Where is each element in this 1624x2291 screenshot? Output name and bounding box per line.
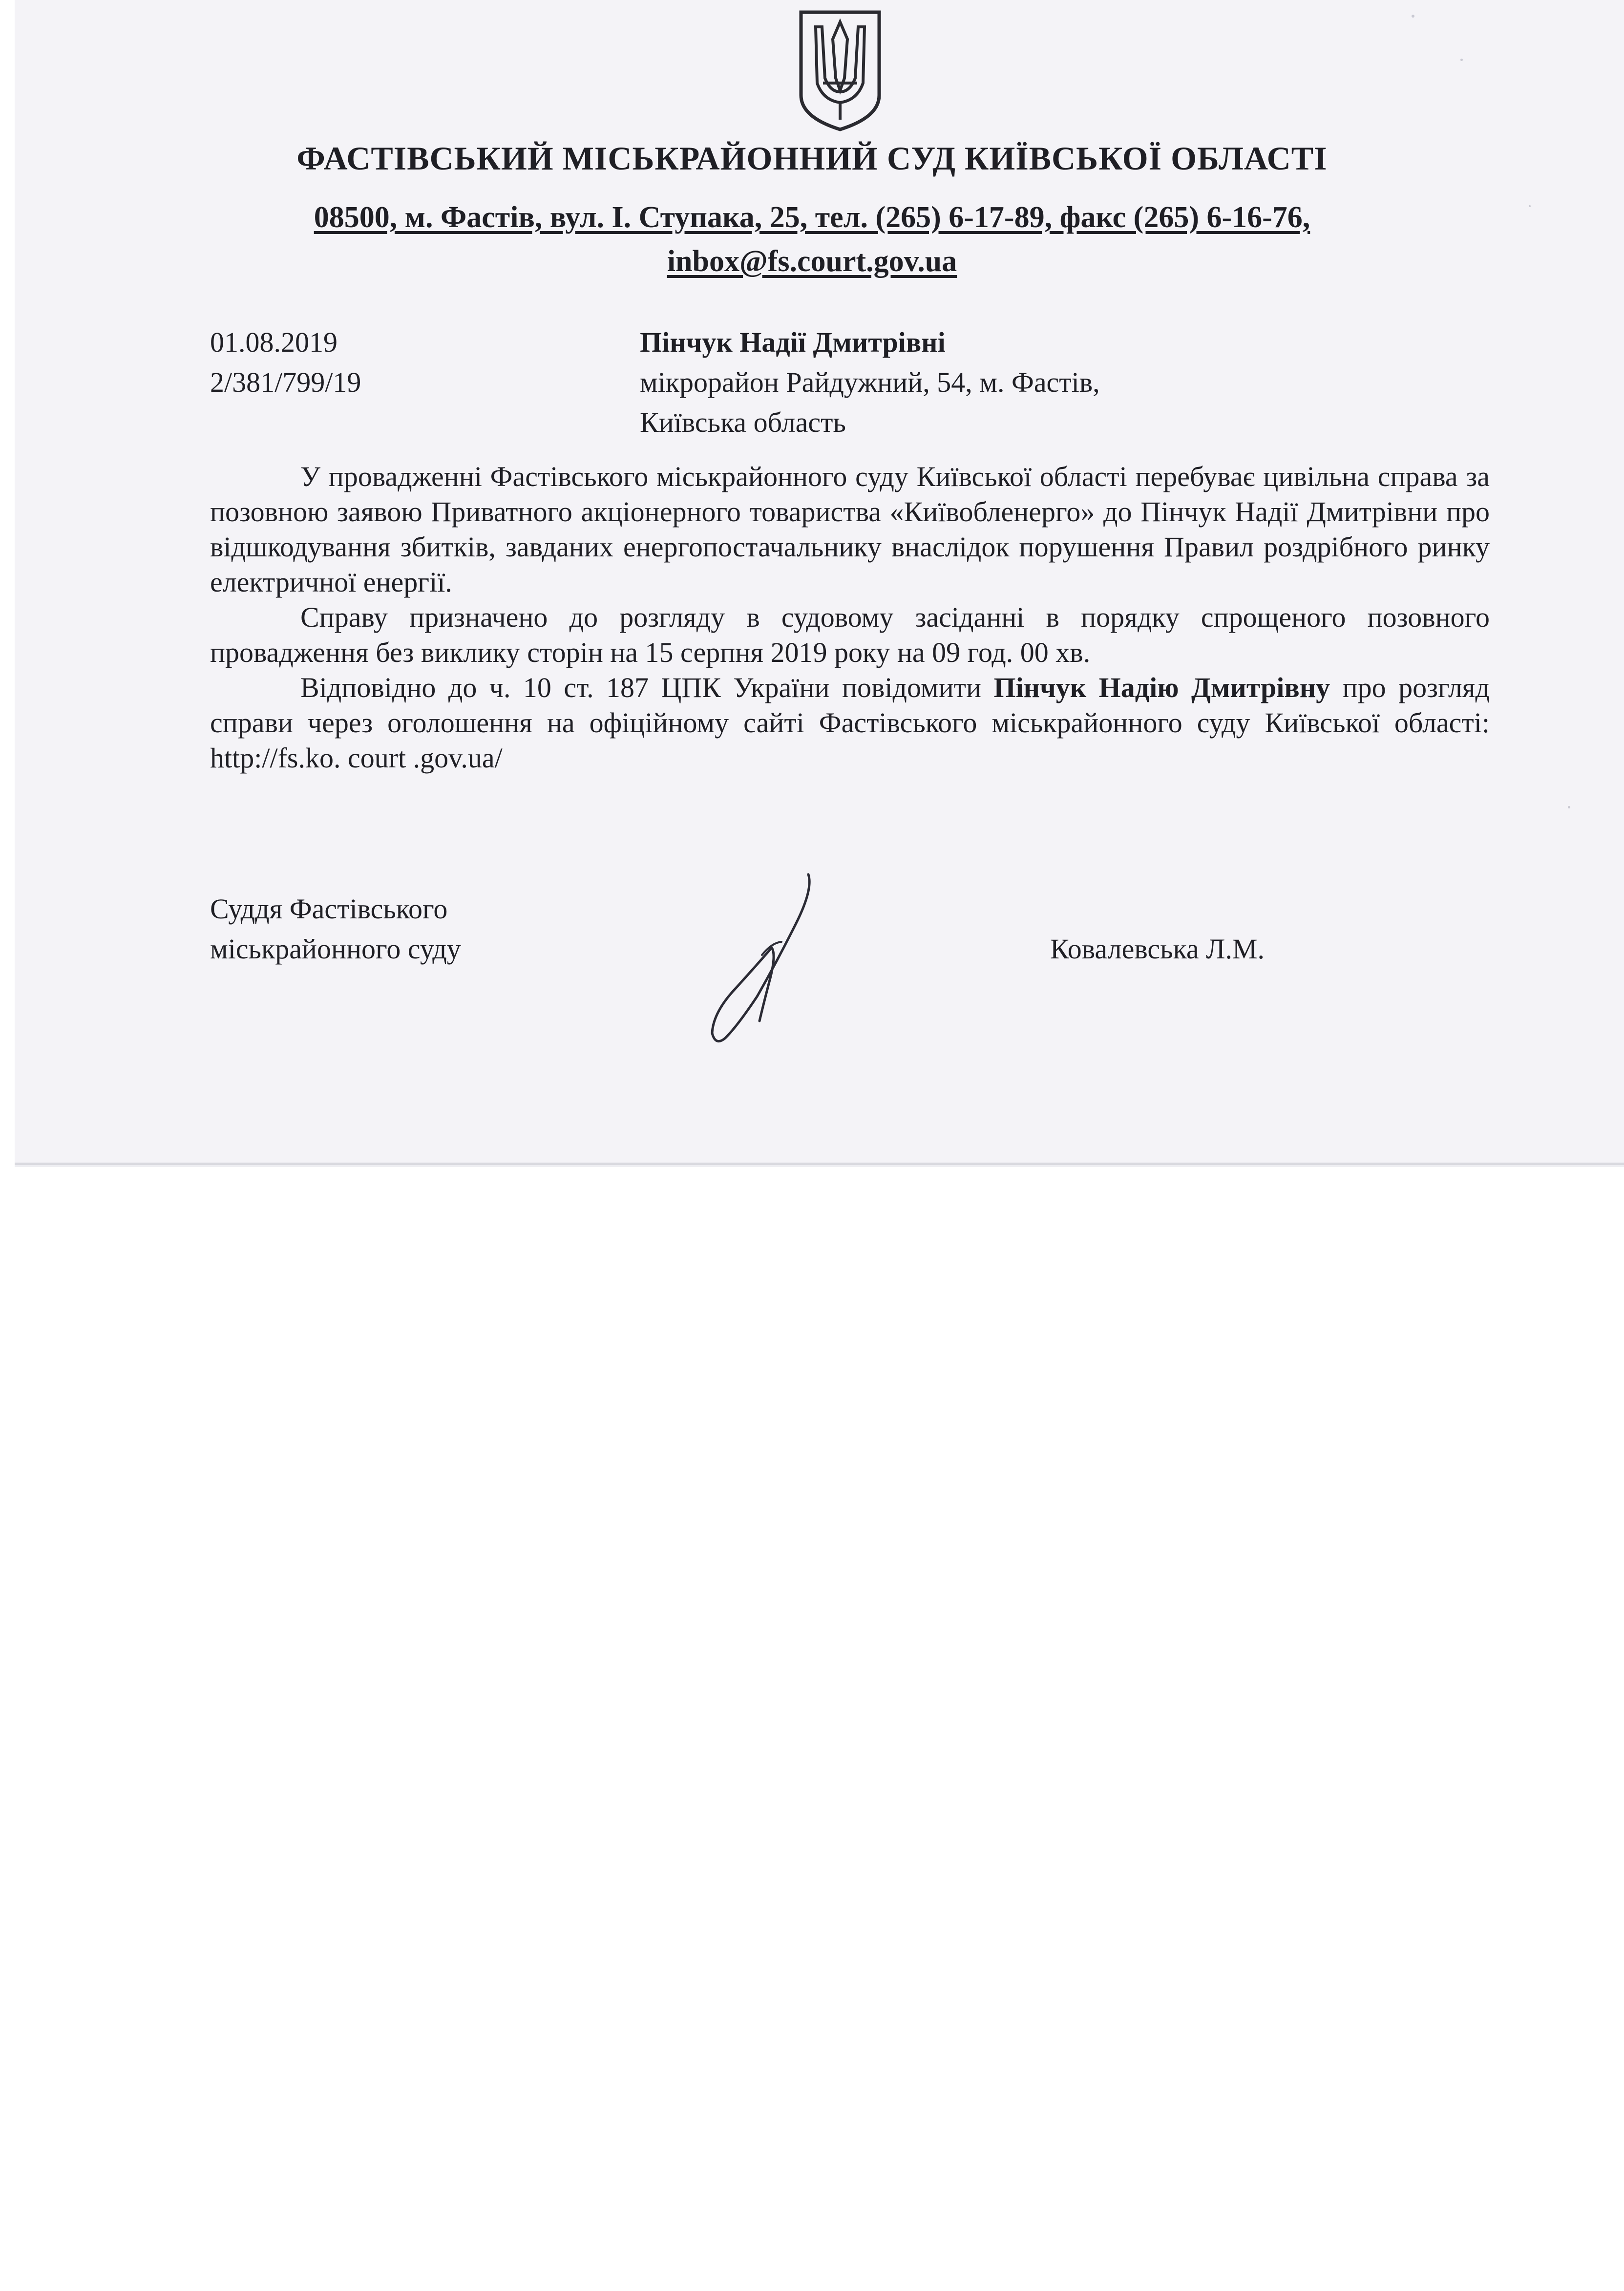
letter-body <box>210 459 1490 776</box>
recipient-block <box>640 322 1100 443</box>
court-address <box>0 195 1624 283</box>
paragraph-3-end: про розгляд справи через оголошення на офіційному сайті Фастівського міськрайонного суду Київської області: http://fs.ko. court .gov.ua/ <box>210 672 1490 774</box>
recipient-address-line2: Київська область <box>640 406 846 438</box>
paragraph-3-bold-name: Пінчук Надію Дмитрівну <box>993 672 1330 703</box>
case-number: 2/381/799/19 <box>210 366 361 398</box>
judge-title-line1: Суддя Фастівського <box>210 893 448 925</box>
judge-name: Ковалевська Л.М. <box>1050 933 1265 965</box>
ukraine-trident-emblem-icon <box>794 5 886 132</box>
recipient-name: Пінчук Надії Дмитрівні <box>640 326 946 358</box>
court-email: inbox@fs.court.gov.ua <box>667 245 957 278</box>
judge-title-block <box>210 889 461 969</box>
handwritten-signature-icon <box>703 870 840 1045</box>
court-name: ФАСТІВСЬКИЙ МІСЬКРАЙОННИЙ СУД КИЇВСЬКОЇ ОБЛАСТІ <box>296 140 1328 177</box>
recipient-address-line1: мікрорайон Райдужний, 54, м. Фастів, <box>640 366 1100 398</box>
body-paragraph-2: Справу призначено до розгляду в судовому засіданні в порядку спрощеного позовного провадження без виклику сторін на 15 серпня 2019 року на 09 год. 00 хв. <box>210 601 1490 668</box>
paragraph-3-start: Відповідно до ч. 10 ст. 187 ЦПК України повідомити <box>300 672 994 703</box>
body-paragraph-3 <box>210 670 1490 776</box>
document-meta <box>210 322 361 403</box>
body-paragraph-1: У провадженні Фастівського міськрайонного суду Київської області перебуває цивільна справа за позовною заявою Приватного акціонерного товариства «Київобленерго» до Пінчук Надії Дмитрівни про відшкодування збитків, завданих енергопостачальнику внаслідок порушення Правил роздрібного ринку електричної енергії. <box>210 461 1490 598</box>
court-address-line: 08500, м. Фастів, вул. І. Ступака, 25, тел. (265) 6-17-89, факс (265) 6-16-76, <box>314 201 1310 234</box>
document-date: 01.08.2019 <box>210 326 337 358</box>
judge-title-line2: міськрайонного суду <box>210 933 461 965</box>
